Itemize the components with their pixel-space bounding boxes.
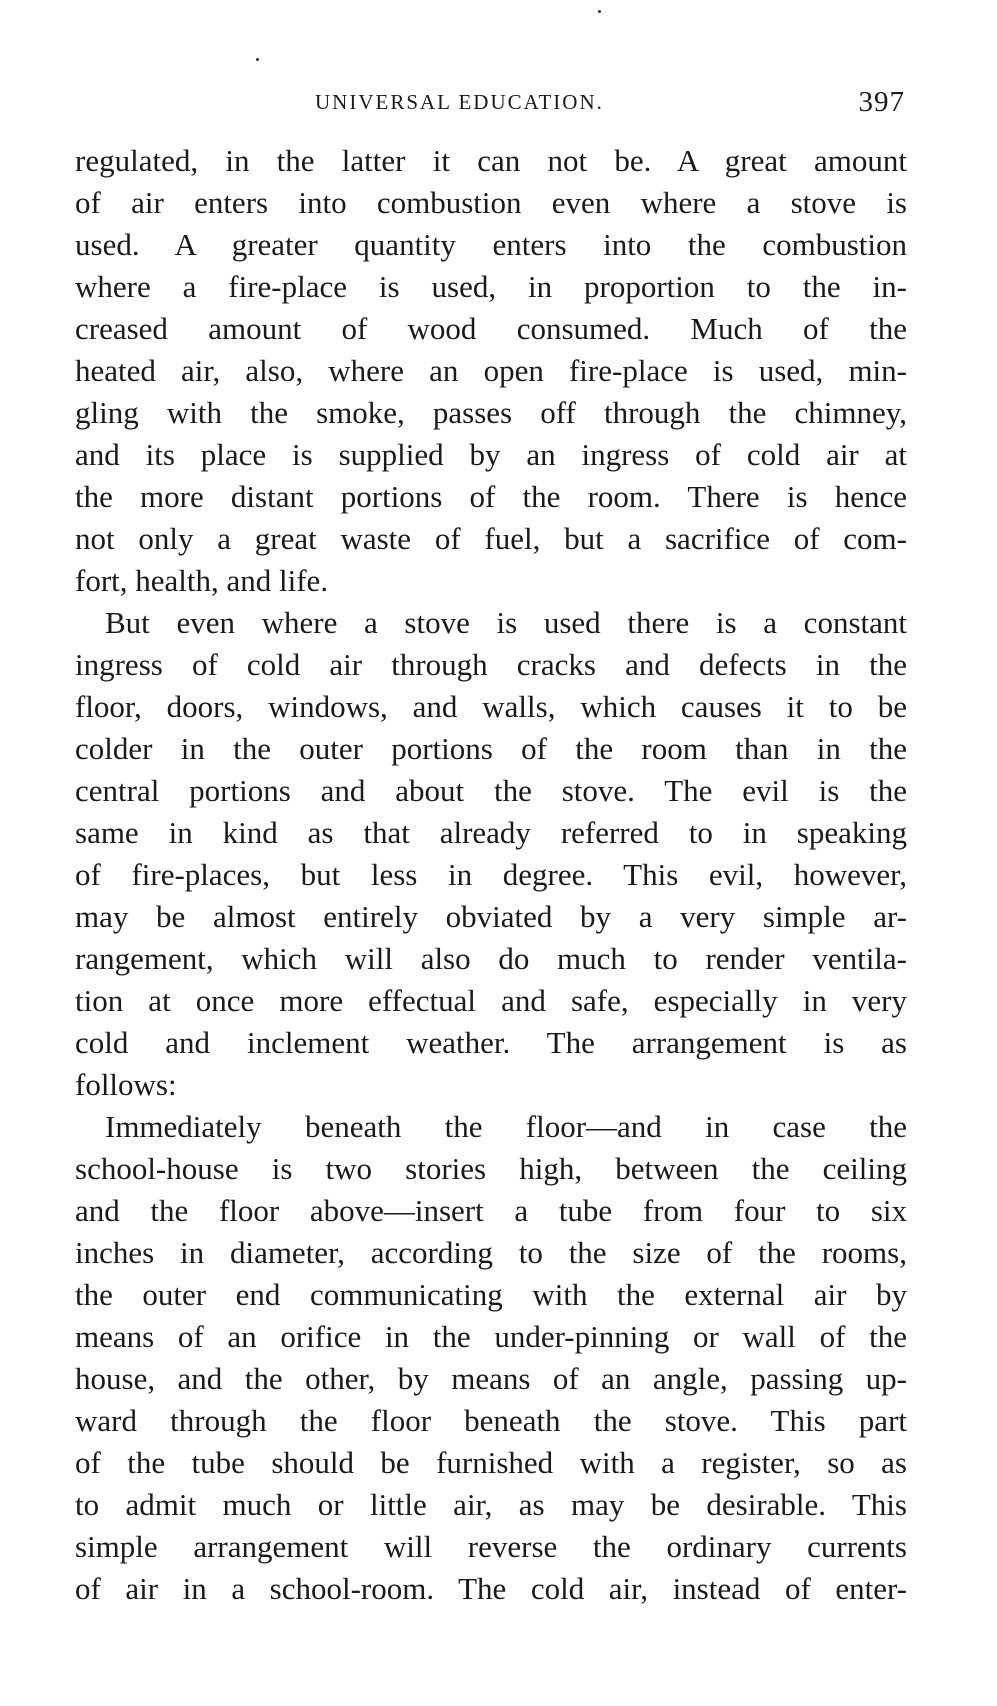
print-speck [598, 10, 601, 13]
text-line: follows: [75, 1067, 177, 1102]
running-head [75, 86, 905, 126]
text-line: where a fire-place is used, in proportion to the in- [75, 269, 907, 304]
text-line: central portions and about the stove. The evil is the [75, 773, 907, 808]
text-line: and the floor above—insert a tube from four to six [75, 1193, 907, 1228]
text-line: rangement, which will also do much to render ventila- [75, 941, 907, 976]
text-line: may be almost entirely obviated by a very simple ar- [75, 899, 907, 934]
text-line: school-house is two stories high, between the ceiling [75, 1151, 907, 1186]
text-line: means of an orifice in the under-pinning or wall of the [75, 1319, 907, 1354]
text-line: of the tube should be furnished with a register, so as [75, 1445, 907, 1480]
text-line: regulated, in the latter it can not be. A great amount [75, 143, 907, 178]
body-text [75, 140, 907, 1610]
page-number: 397 [858, 86, 905, 118]
text-line: fort, health, and life. [75, 563, 329, 598]
text-line: tion at once more effectual and safe, especially in very [75, 983, 907, 1018]
text-line: the outer end communicating with the external air by [75, 1277, 907, 1312]
text-line: the more distant portions of the room. There is hence [75, 479, 907, 514]
text-line: and its place is supplied by an ingress of cold air at [75, 437, 907, 472]
text-line: simple arrangement will reverse the ordinary currents [75, 1529, 907, 1564]
text-line: of air enters into combustion even where a stove is [75, 185, 907, 220]
text-line: same in kind as that already referred to in speaking [75, 815, 907, 850]
text-line: ingress of cold air through cracks and defects in the [75, 647, 907, 682]
print-speck [256, 58, 259, 61]
text-line: cold and inclement weather. The arrangement is as [75, 1025, 907, 1060]
text-line: inches in diameter, according to the size of the rooms, [75, 1235, 907, 1270]
text-line: of fire-places, but less in degree. This evil, however, [75, 857, 907, 892]
text-line: floor, doors, windows, and walls, which causes it to be [75, 689, 907, 724]
text-line: ward through the floor beneath the stove. This part [75, 1403, 907, 1438]
text-line: of air in a school-room. The cold air, instead of enter- [75, 1571, 907, 1606]
text-line: gling with the smoke, passes off through the chimney, [75, 395, 907, 430]
text-line: used. A greater quantity enters into the combustion [75, 227, 907, 262]
text-line: creased amount of wood consumed. Much of the [75, 311, 907, 346]
text-line: house, and the other, by means of an angle, passing up- [75, 1361, 907, 1396]
text-line: to admit much or little air, as may be desirable. This [75, 1487, 907, 1522]
text-line: heated air, also, where an open fire-place is used, min- [75, 353, 907, 388]
text-line: colder in the outer portions of the room than in the [75, 731, 907, 766]
text-line: not only a great waste of fuel, but a sacrifice of com- [75, 521, 907, 556]
paragraph-first-line: Immediately beneath the floor—and in case the [105, 1109, 907, 1144]
paragraph-first-line: But even where a stove is used there is a constant [105, 605, 907, 640]
running-title: UNIVERSAL EDUCATION. [315, 90, 604, 114]
